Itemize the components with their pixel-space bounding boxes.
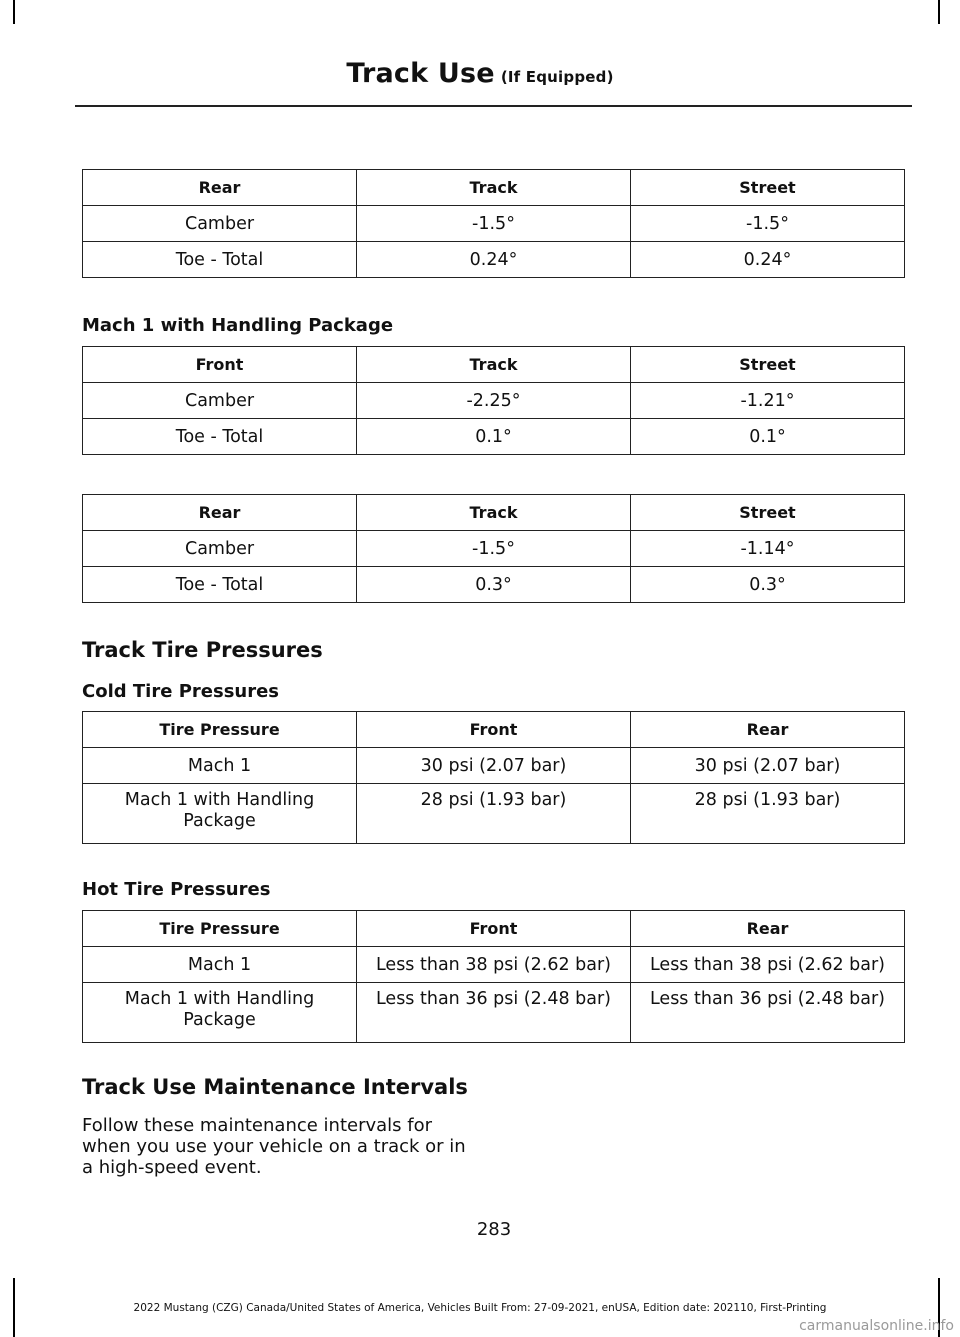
page-number: 283 [476, 1219, 512, 1240]
table-header-row [83, 911, 905, 947]
table-header-row [83, 170, 905, 206]
table-cell: Less than 36 psi (2.48 bar) [357, 983, 631, 1043]
table-cell: -2.25° [357, 383, 631, 419]
table-cell: 0.1° [357, 419, 631, 455]
column-header: Street [631, 170, 905, 206]
rear-alignment-table [82, 169, 905, 278]
table-cell: 0.24° [631, 242, 905, 278]
page-title [0, 58, 960, 89]
column-header: Street [631, 347, 905, 383]
table-cell: -1.5° [357, 206, 631, 242]
table-cell: Less than 38 psi (2.62 bar) [357, 947, 631, 983]
column-header: Rear [83, 170, 357, 206]
section-heading-maintenance-intervals: Track Use Maintenance Intervals [82, 1075, 468, 1099]
column-header: Rear [631, 712, 905, 748]
table-header-row [83, 712, 905, 748]
table-row [83, 206, 905, 242]
column-header: Front [357, 712, 631, 748]
table-cell: -1.5° [357, 531, 631, 567]
table-cell: 30 psi (2.07 bar) [357, 748, 631, 784]
table-cell: Camber [83, 383, 357, 419]
maintenance-paragraph: Follow these maintenance intervals for when you use your vehicle on a track or in a high-speed event. [82, 1115, 466, 1178]
page-title-subtitle: (If Equipped) [500, 68, 614, 86]
watermark: carmanualsonline.info [799, 1318, 954, 1334]
table-row [83, 748, 905, 784]
table-cell: Toe - Total [83, 242, 357, 278]
column-header: Track [357, 170, 631, 206]
table-row [83, 531, 905, 567]
handling-rear-alignment-table [82, 494, 905, 603]
table-cell: 28 psi (1.93 bar) [357, 784, 631, 844]
table-cell: Camber [83, 206, 357, 242]
table-cell: Toe - Total [83, 419, 357, 455]
column-header: Tire Pressure [83, 712, 357, 748]
section-heading-handling-package: Mach 1 with Handling Package [82, 315, 394, 336]
table-row [83, 784, 905, 844]
header-divider [75, 105, 912, 107]
table-row [83, 383, 905, 419]
table-cell: Less than 38 psi (2.62 bar) [631, 947, 905, 983]
table-cell: Mach 1 [83, 947, 357, 983]
crop-mark-top-right [938, 0, 940, 24]
column-header: Tire Pressure [83, 911, 357, 947]
table-cell: Mach 1 with Handling Package [83, 983, 357, 1043]
table-cell: 0.24° [357, 242, 631, 278]
table-cell: 30 psi (2.07 bar) [631, 748, 905, 784]
table-cell: -1.14° [631, 531, 905, 567]
table-cell: 0.3° [357, 567, 631, 603]
cold-tire-pressure-table [82, 711, 905, 844]
table-cell: 0.3° [631, 567, 905, 603]
table-cell: 28 psi (1.93 bar) [631, 784, 905, 844]
table-cell: -1.21° [631, 383, 905, 419]
table-cell: Mach 1 with Handling Package [83, 784, 357, 844]
table-cell: Less than 36 psi (2.48 bar) [631, 983, 905, 1043]
footer-edition-info: 2022 Mustang (CZG) Canada/United States of America, Vehicles Built From: 27-09-2021, enUSA, Edition date: 202110, First-Printing [133, 1302, 827, 1314]
hot-tire-pressure-table [82, 910, 905, 1043]
section-heading-hot-tire-pressures: Hot Tire Pressures [82, 879, 271, 900]
column-header: Rear [631, 911, 905, 947]
column-header: Street [631, 495, 905, 531]
column-header: Rear [83, 495, 357, 531]
handling-front-alignment-table [82, 346, 905, 455]
table-header-row [83, 495, 905, 531]
column-header: Track [357, 495, 631, 531]
table-row [83, 947, 905, 983]
crop-mark-top-left [13, 0, 15, 24]
table-cell: Camber [83, 531, 357, 567]
section-heading-cold-tire-pressures: Cold Tire Pressures [82, 681, 280, 702]
table-cell: Toe - Total [83, 567, 357, 603]
section-heading-track-tire-pressures: Track Tire Pressures [82, 638, 323, 662]
table-cell: Mach 1 [83, 748, 357, 784]
table-row [83, 419, 905, 455]
table-row [83, 567, 905, 603]
table-cell: -1.5° [631, 206, 905, 242]
page-title-text: Track Use [346, 58, 495, 89]
table-row [83, 242, 905, 278]
table-header-row [83, 347, 905, 383]
table-row [83, 983, 905, 1043]
table-cell: 0.1° [631, 419, 905, 455]
column-header: Front [83, 347, 357, 383]
column-header: Track [357, 347, 631, 383]
column-header: Front [357, 911, 631, 947]
